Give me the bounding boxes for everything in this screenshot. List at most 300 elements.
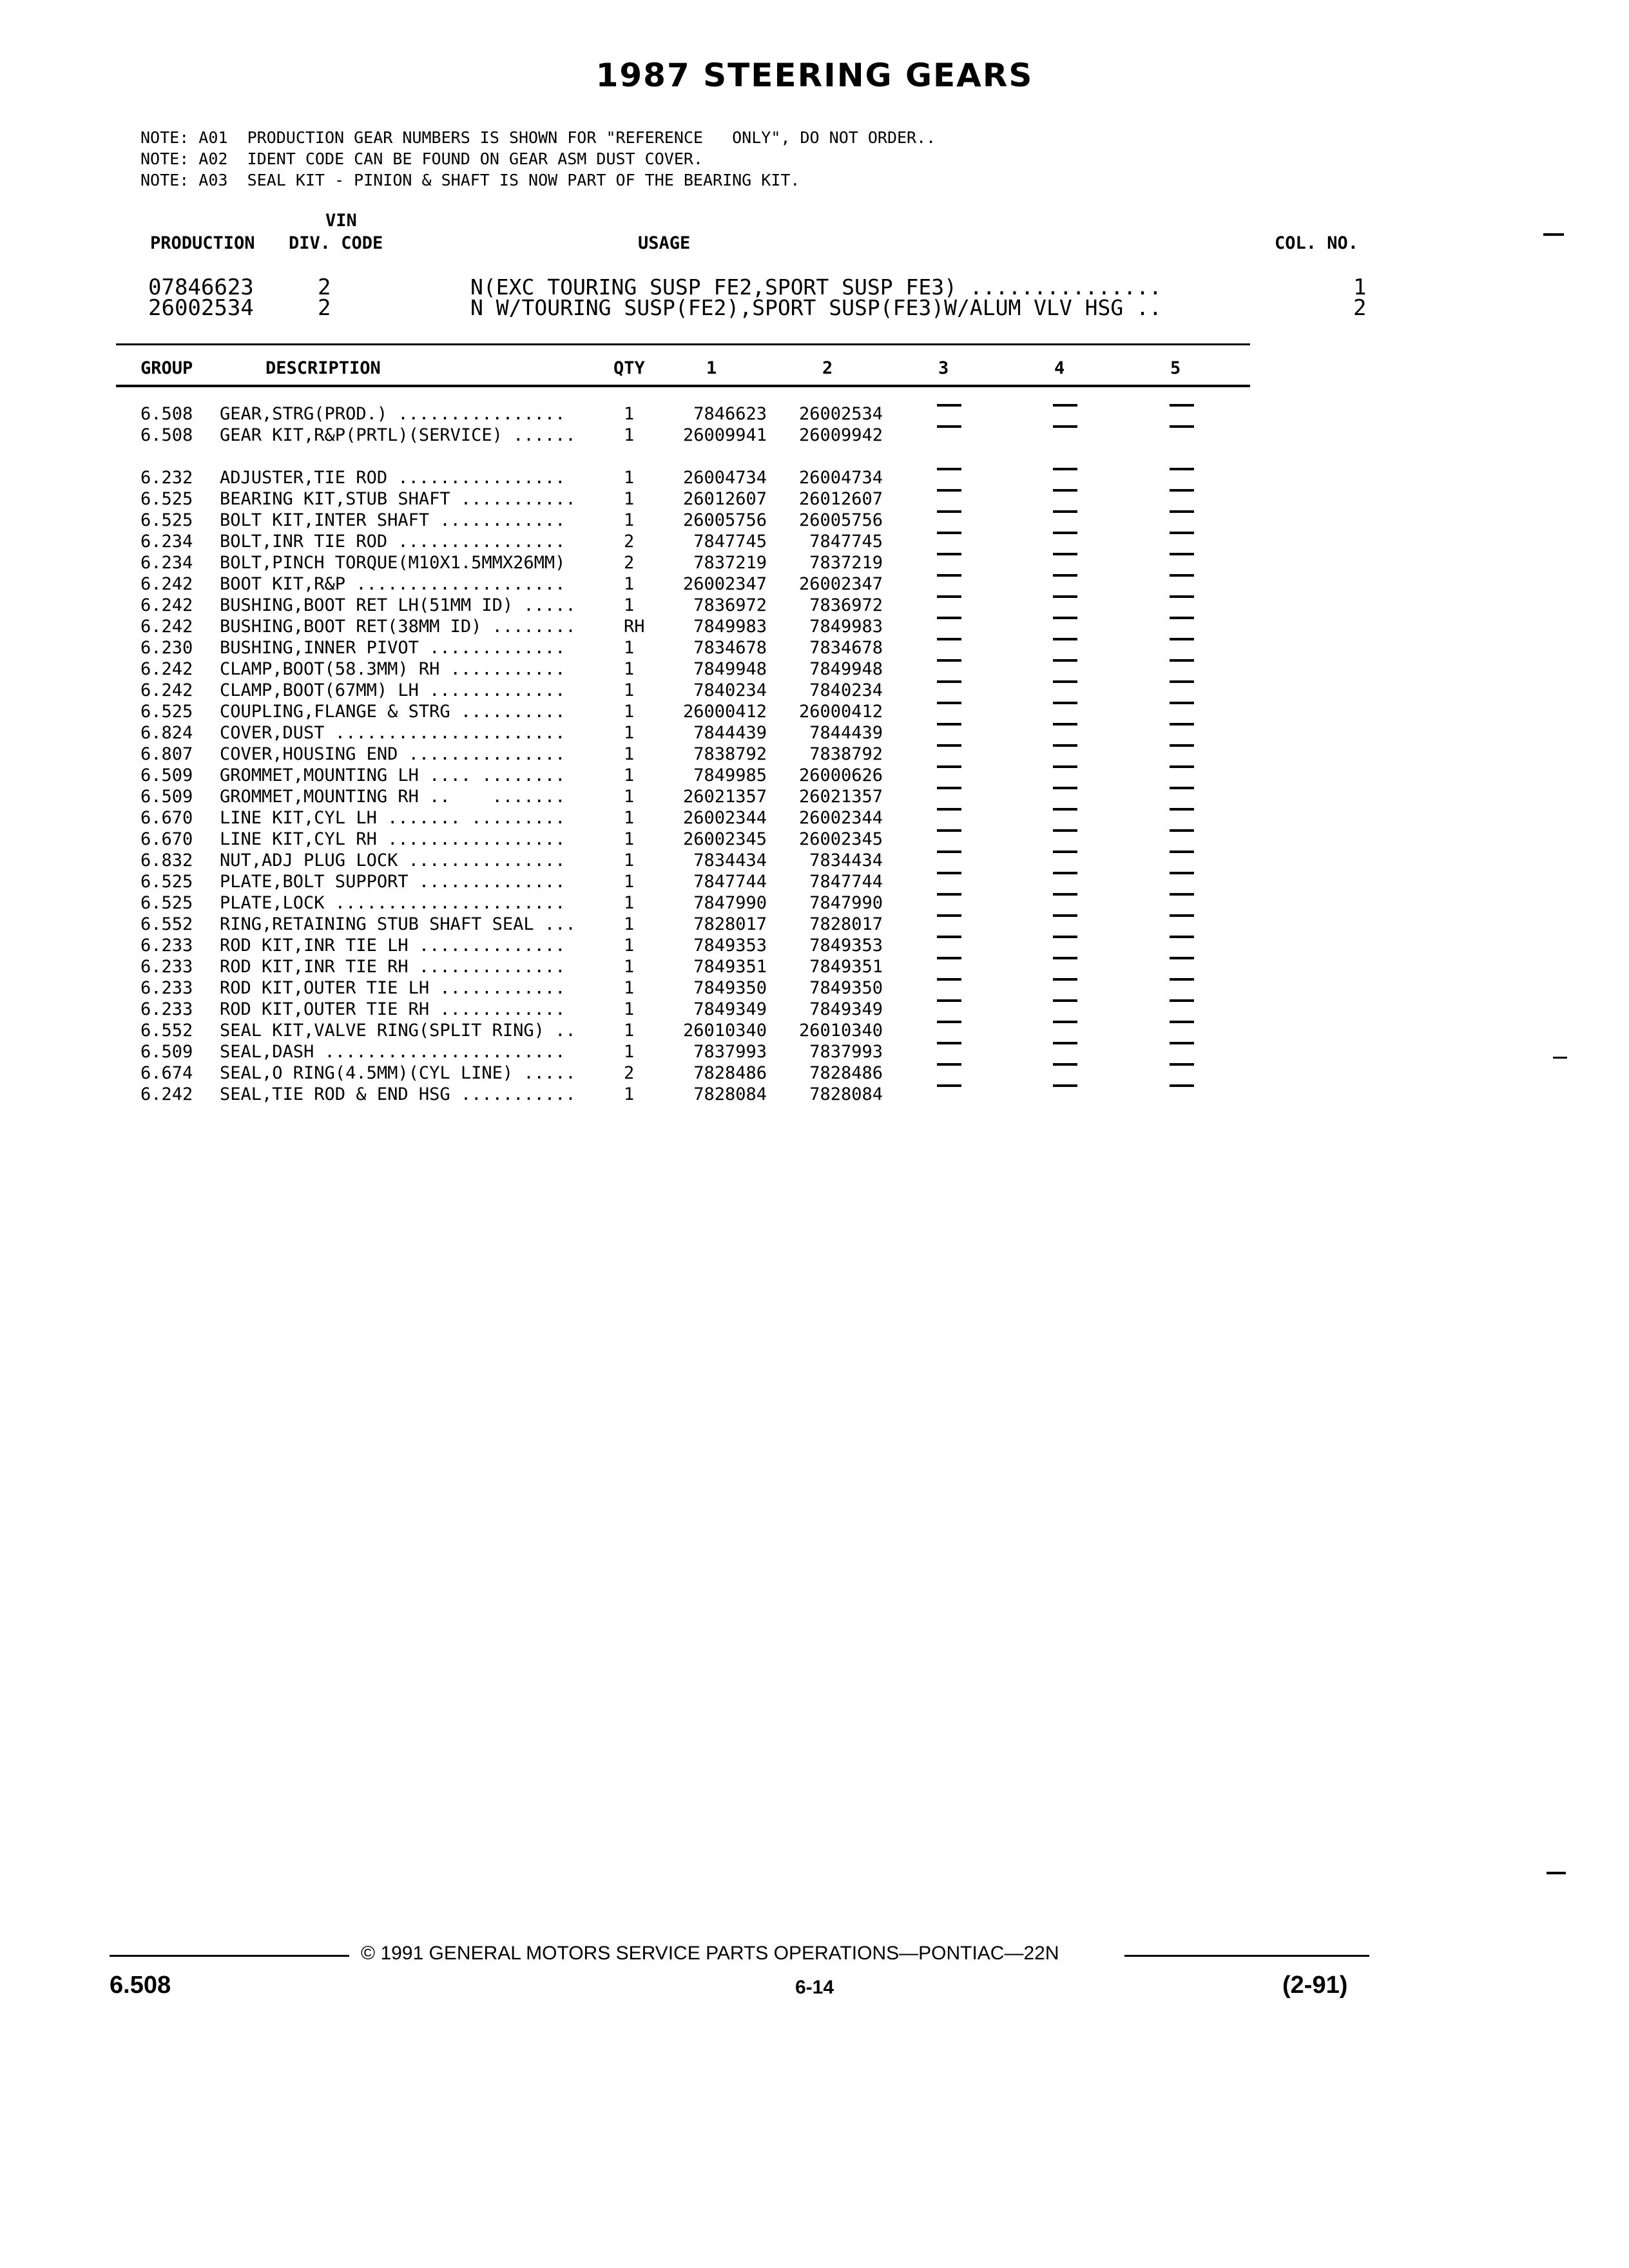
empty-col-5-dash (1170, 468, 1194, 470)
qty-cell: 1 (624, 829, 635, 849)
description-cell: BOLT,INR TIE ROD ................ (220, 532, 566, 552)
empty-col-3-dash (937, 532, 961, 534)
group-cell: 6.242 (140, 680, 193, 700)
table-row (0, 680, 1353, 702)
group-cell: 6.552 (140, 914, 193, 934)
qty-cell: 1 (624, 425, 635, 445)
description-cell: BUSHING,BOOT RET LH(51MM ID) ..... (220, 595, 576, 615)
part-number-col-2: 26004734 (798, 468, 883, 488)
part-number-col-2: 7834434 (809, 850, 883, 870)
description-cell: BOOT KIT,R&P .................... (220, 574, 566, 594)
part-number-col-2: 7849350 (809, 978, 883, 998)
part-number-col-1: 7838792 (693, 744, 767, 764)
description-header: DESCRIPTION (265, 358, 381, 378)
production-header: PRODUCTION (150, 233, 255, 253)
table-row (0, 574, 1353, 595)
qty-cell: 2 (624, 532, 635, 552)
part-number-col-2: 7849353 (809, 936, 883, 956)
qty-cell: 1 (624, 702, 635, 722)
qty-cell: 1 (624, 1021, 635, 1041)
table-row (0, 1084, 1353, 1106)
empty-col-4-dash (1053, 1063, 1077, 1066)
part-number-col-1: 7828017 (693, 914, 767, 934)
qty-cell: 1 (624, 638, 635, 658)
part-number-col-2: 7836972 (809, 595, 883, 615)
empty-col-3-dash (937, 574, 961, 577)
description-cell: GEAR KIT,R&P(PRTL)(SERVICE) ...... (220, 425, 576, 445)
part-number-col-2: 26000626 (798, 765, 883, 785)
description-cell: CLAMP,BOOT(67MM) LH ............. (220, 680, 566, 700)
empty-col-3-dash (937, 850, 961, 853)
empty-col-4-dash (1053, 404, 1077, 407)
group-cell: 6.832 (140, 850, 193, 870)
group-cell: 6.525 (140, 872, 193, 892)
empty-col-3-dash (937, 872, 961, 874)
qty-cell: 1 (624, 680, 635, 700)
part-number-col-2: 7844439 (809, 723, 883, 743)
table-row (0, 808, 1353, 829)
part-number-col-1: 7828084 (693, 1084, 767, 1104)
table-row (0, 978, 1353, 999)
empty-col-3-dash (937, 489, 961, 492)
group-cell: 6.670 (140, 829, 193, 849)
empty-col-5-dash (1170, 936, 1194, 938)
part-number-col-2: 26000412 (798, 702, 883, 722)
table-row (0, 787, 1353, 808)
table-row (0, 404, 1353, 425)
production-number: 26002534 (148, 295, 254, 321)
empty-col-4-dash (1053, 936, 1077, 938)
part-number-col-2: 7849983 (809, 617, 883, 637)
part-number-col-1: 7849349 (693, 999, 767, 1019)
qty-cell: 1 (624, 510, 635, 530)
description-cell: PLATE,LOCK ...................... (220, 893, 566, 913)
part-number-col-1: 26000412 (682, 702, 767, 722)
qty-cell: 1 (624, 978, 635, 998)
empty-col-3-dash (937, 1021, 961, 1023)
part-number-col-2: 26010340 (798, 1021, 883, 1041)
description-cell: COVER,HOUSING END ............... (220, 744, 566, 764)
group-cell: 6.230 (140, 638, 193, 658)
empty-col-5-dash (1170, 702, 1194, 704)
part-number-col-2: 7849948 (809, 659, 883, 679)
empty-col-3-dash (937, 702, 961, 704)
production-col: 1 (1353, 274, 1367, 300)
empty-col-4-dash (1053, 957, 1077, 959)
description-cell: SEAL,TIE ROD & END HSG ........... (220, 1084, 576, 1104)
empty-col-5-dash (1170, 659, 1194, 662)
empty-col-3-dash (937, 553, 961, 555)
footer-date: (2-91) (1282, 1972, 1348, 1999)
notes (140, 127, 936, 191)
description-cell: LINE KIT,CYL LH ....... ......... (220, 808, 566, 828)
group-cell: 6.670 (140, 808, 193, 828)
part-number-col-2: 26005756 (798, 510, 883, 530)
empty-col-5-dash (1170, 1084, 1194, 1087)
empty-col-4-dash (1053, 723, 1077, 726)
empty-col-4-dash (1053, 914, 1077, 917)
part-number-col-2: 7849351 (809, 957, 883, 977)
empty-col-4-dash (1053, 659, 1077, 662)
description-cell: NUT,ADJ PLUG LOCK ............... (220, 850, 566, 870)
qty-cell: 1 (624, 765, 635, 785)
table-row (0, 617, 1353, 638)
qty-cell: 1 (624, 1042, 635, 1062)
table-row (0, 468, 1353, 489)
group-cell: 6.233 (140, 978, 193, 998)
production-div: 2 (318, 295, 331, 321)
empty-col-3-dash (937, 957, 961, 959)
empty-col-3-dash (937, 936, 961, 938)
group-cell: 6.233 (140, 936, 193, 956)
empty-col-4-dash (1053, 680, 1077, 683)
qty-cell: 1 (624, 574, 635, 594)
description-cell: ROD KIT,OUTER TIE RH ............ (220, 999, 566, 1019)
qty-cell: 1 (624, 723, 635, 743)
empty-col-5-dash (1170, 829, 1194, 832)
part-number-col-1: 7847990 (693, 893, 767, 913)
group-cell: 6.509 (140, 787, 193, 807)
production-col: 2 (1353, 295, 1367, 321)
qty-cell: 1 (624, 914, 635, 934)
empty-col-5-dash (1170, 957, 1194, 959)
part-number-col-2: 26012607 (798, 489, 883, 509)
qty-cell: 1 (624, 893, 635, 913)
empty-col-3-dash (937, 808, 961, 811)
table-row (0, 532, 1353, 553)
empty-col-3-dash (937, 638, 961, 640)
part-number-col-1: 7828486 (693, 1063, 767, 1083)
footer-rule (110, 1955, 349, 1957)
description-cell: COUPLING,FLANGE & STRG .......... (220, 702, 566, 722)
empty-col-3-dash (937, 999, 961, 1002)
part-number-col-1: 7840234 (693, 680, 767, 700)
part-number-col-2: 7837219 (809, 553, 883, 573)
part-number-col-2: 7847744 (809, 872, 883, 892)
empty-col-5-dash (1170, 489, 1194, 492)
part-number-col-1: 7837993 (693, 1042, 767, 1062)
empty-col-4-dash (1053, 595, 1077, 598)
part-number-col-1: 26002345 (682, 829, 767, 849)
empty-col-3-dash (937, 468, 961, 470)
part-number-col-1: 26012607 (682, 489, 767, 509)
table-row (0, 829, 1353, 850)
description-cell: ROD KIT,INR TIE LH .............. (220, 936, 566, 956)
part-number-col-1: 7849351 (693, 957, 767, 977)
group-cell: 6.508 (140, 425, 193, 445)
part-number-col-1: 7849948 (693, 659, 767, 679)
footer-page-number: 6-14 (795, 1977, 834, 1998)
empty-col-4-dash (1053, 553, 1077, 555)
group-cell: 6.233 (140, 999, 193, 1019)
scan-mark (1543, 233, 1564, 236)
table-row (0, 723, 1353, 744)
page-title: 1987 STEERING GEARS (595, 57, 1034, 94)
qty-cell: 1 (624, 850, 635, 870)
empty-col-5-dash (1170, 723, 1194, 726)
empty-col-4-dash (1053, 1042, 1077, 1044)
empty-col-4-dash (1053, 510, 1077, 513)
description-cell: BUSHING,INNER PIVOT ............. (220, 638, 566, 658)
group-cell: 6.674 (140, 1063, 193, 1083)
empty-col-4-dash (1053, 850, 1077, 853)
empty-col-4-dash (1053, 893, 1077, 896)
empty-col-4-dash (1053, 425, 1077, 428)
empty-col-3-dash (937, 723, 961, 726)
empty-col-5-dash (1170, 850, 1194, 853)
qty-cell: 1 (624, 489, 635, 509)
usage-header: USAGE (638, 233, 691, 253)
part-number-col-2: 7828486 (809, 1063, 883, 1083)
empty-col-3-dash (937, 1042, 961, 1044)
group-cell: 6.242 (140, 574, 193, 594)
group-cell: 6.234 (140, 553, 193, 573)
empty-col-3-dash (937, 659, 961, 662)
table-row (0, 702, 1353, 723)
empty-col-4-dash (1053, 872, 1077, 874)
col-4-header: 4 (1054, 358, 1065, 378)
qty-cell: 1 (624, 659, 635, 679)
part-number-col-1: 7849983 (693, 617, 767, 637)
div-code-header: DIV. CODE (289, 233, 383, 253)
empty-col-4-dash (1053, 468, 1077, 470)
table-row (0, 936, 1353, 957)
divider (116, 385, 1250, 387)
group-cell: 6.508 (140, 404, 193, 424)
note-a01: NOTE: A01 PRODUCTION GEAR NUMBERS IS SHOWN FOR "REFERENCE ONLY", DO NOT ORDER.. (140, 128, 936, 147)
qty-cell: RH (624, 617, 645, 637)
group-cell: 6.242 (140, 1084, 193, 1104)
empty-col-4-dash (1053, 999, 1077, 1002)
table-row (0, 850, 1353, 872)
col-3-header: 3 (938, 358, 949, 378)
empty-col-3-dash (937, 787, 961, 789)
empty-col-3-dash (937, 1063, 961, 1066)
note-a03: NOTE: A03 SEAL KIT - PINION & SHAFT IS NOW PART OF THE BEARING KIT. (140, 171, 800, 189)
part-number-col-2: 7840234 (809, 680, 883, 700)
qty-cell: 1 (624, 787, 635, 807)
empty-col-4-dash (1053, 489, 1077, 492)
col-2-header: 2 (822, 358, 833, 378)
table-row (0, 1021, 1353, 1042)
empty-col-3-dash (937, 510, 961, 513)
empty-col-5-dash (1170, 978, 1194, 981)
qty-cell: 1 (624, 404, 635, 424)
table-row (0, 489, 1353, 510)
empty-col-4-dash (1053, 787, 1077, 789)
empty-col-3-dash (937, 978, 961, 981)
group-cell: 6.509 (140, 1042, 193, 1062)
col-no-header: COL. NO. (1275, 233, 1359, 253)
group-cell: 6.525 (140, 702, 193, 722)
part-number-col-1: 26004734 (682, 468, 767, 488)
part-number-col-2: 7828084 (809, 1084, 883, 1104)
description-cell: COVER,DUST ...................... (220, 723, 566, 743)
description-cell: GROMMET,MOUNTING LH .... ........ (220, 765, 566, 785)
description-cell: GEAR,STRG(PROD.) ................ (220, 404, 566, 424)
qty-cell: 1 (624, 872, 635, 892)
group-cell: 6.807 (140, 744, 193, 764)
part-number-col-1: 7847745 (693, 532, 767, 552)
description-cell: SEAL,O RING(4.5MM)(CYL LINE) ..... (220, 1063, 576, 1083)
qty-header: QTY (613, 358, 645, 378)
table-row (0, 1063, 1353, 1084)
table-row (0, 510, 1353, 532)
group-cell: 6.234 (140, 532, 193, 552)
empty-col-5-dash (1170, 404, 1194, 407)
group-cell: 6.525 (140, 489, 193, 509)
group-cell: 6.242 (140, 595, 193, 615)
part-number-col-2: 26021357 (798, 787, 883, 807)
table-row (0, 553, 1353, 574)
qty-cell: 1 (624, 957, 635, 977)
table-row (0, 744, 1353, 765)
group-cell: 6.525 (140, 510, 193, 530)
empty-col-5-dash (1170, 787, 1194, 789)
part-number-col-2: 26002344 (798, 808, 883, 828)
part-number-col-1: 7836972 (693, 595, 767, 615)
production-usage: N W/TOURING SUSP(FE2),SPORT SUSP(FE3)W/ALUM VLV HSG .. (470, 295, 1162, 320)
empty-col-5-dash (1170, 532, 1194, 534)
qty-cell: 1 (624, 744, 635, 764)
note-a02: NOTE: A02 IDENT CODE CAN BE FOUND ON GEAR ASM DUST COVER. (140, 149, 703, 168)
footer-copyright: © 1991 GENERAL MOTORS SERVICE PARTS OPERATIONS—PONTIAC—22N (361, 1943, 1059, 1964)
description-cell: SEAL KIT,VALVE RING(SPLIT RING) .. (220, 1021, 576, 1041)
empty-col-5-dash (1170, 999, 1194, 1002)
empty-col-5-dash (1170, 510, 1194, 513)
empty-col-5-dash (1170, 680, 1194, 683)
part-number-col-1: 7847744 (693, 872, 767, 892)
group-cell: 6.824 (140, 723, 193, 743)
part-number-col-2: 7838792 (809, 744, 883, 764)
empty-col-4-dash (1053, 702, 1077, 704)
empty-col-5-dash (1170, 914, 1194, 917)
empty-col-5-dash (1170, 765, 1194, 768)
part-number-col-1: 7849353 (693, 936, 767, 956)
description-cell: BEARING KIT,STUB SHAFT ........... (220, 489, 576, 509)
empty-col-3-dash (937, 680, 961, 683)
part-number-col-2: 26002345 (798, 829, 883, 849)
qty-cell: 2 (624, 553, 635, 573)
empty-col-4-dash (1053, 765, 1077, 768)
divider (116, 343, 1250, 345)
empty-col-3-dash (937, 765, 961, 768)
qty-cell: 1 (624, 468, 635, 488)
part-number-col-1: 26002347 (682, 574, 767, 594)
production-usage: N(EXC TOURING SUSP FE2,SPORT SUSP FE3) ............... (470, 274, 1162, 300)
empty-col-4-dash (1053, 574, 1077, 577)
group-cell: 6.242 (140, 617, 193, 637)
description-cell: BOLT KIT,INTER SHAFT ............ (220, 510, 566, 530)
empty-col-4-dash (1053, 638, 1077, 640)
empty-col-3-dash (937, 425, 961, 428)
part-number-col-1: 7849985 (693, 765, 767, 785)
description-cell: RING,RETAINING STUB SHAFT SEAL ... (220, 914, 576, 934)
part-number-col-2: 26002347 (798, 574, 883, 594)
description-cell: BOLT,PINCH TORQUE(M10X1.5MMX26MM) (220, 553, 566, 573)
part-number-col-2: 7828017 (809, 914, 883, 934)
group-cell: 6.233 (140, 957, 193, 977)
group-header: GROUP (140, 358, 193, 378)
description-cell: CLAMP,BOOT(58.3MM) RH ........... (220, 659, 566, 679)
scan-mark (1547, 1872, 1566, 1874)
empty-col-3-dash (937, 893, 961, 896)
table-row (0, 914, 1353, 936)
part-number-col-2: 7847745 (809, 532, 883, 552)
table-row (0, 1042, 1353, 1063)
group-cell: 6.525 (140, 893, 193, 913)
description-cell: ROD KIT,OUTER TIE LH ............ (220, 978, 566, 998)
part-number-col-2: 26002534 (798, 404, 883, 424)
group-cell: 6.242 (140, 659, 193, 679)
part-number-col-1: 26005756 (682, 510, 767, 530)
part-number-col-1: 7844439 (693, 723, 767, 743)
part-number-col-1: 7837219 (693, 553, 767, 573)
description-cell: ROD KIT,INR TIE RH .............. (220, 957, 566, 977)
vin-header: VIN (325, 211, 357, 231)
empty-col-5-dash (1170, 595, 1194, 598)
table-row (0, 638, 1353, 659)
part-number-col-1: 7849350 (693, 978, 767, 998)
table-row (0, 893, 1353, 914)
empty-col-4-dash (1053, 829, 1077, 832)
table-row (0, 999, 1353, 1021)
table-row (0, 659, 1353, 680)
part-number-col-1: 26021357 (682, 787, 767, 807)
part-number-col-1: 7834678 (693, 638, 767, 658)
empty-col-5-dash (1170, 617, 1194, 619)
empty-col-5-dash (1170, 808, 1194, 811)
empty-col-3-dash (937, 1084, 961, 1087)
table-row (0, 425, 1353, 447)
empty-col-4-dash (1053, 1021, 1077, 1023)
empty-col-4-dash (1053, 808, 1077, 811)
description-cell: LINE KIT,CYL RH ................. (220, 829, 566, 849)
empty-col-3-dash (937, 744, 961, 747)
part-number-col-2: 7837993 (809, 1042, 883, 1062)
empty-col-3-dash (937, 617, 961, 619)
part-number-col-2: 7847990 (809, 893, 883, 913)
part-number-col-1: 7834434 (693, 850, 767, 870)
qty-cell: 1 (624, 999, 635, 1019)
description-cell: ADJUSTER,TIE ROD ................ (220, 468, 566, 488)
table-row (0, 765, 1353, 787)
empty-col-3-dash (937, 404, 961, 407)
empty-col-5-dash (1170, 1063, 1194, 1066)
table-row (0, 872, 1353, 893)
description-cell: BUSHING,BOOT RET(38MM ID) ........ (220, 617, 576, 637)
part-number-col-1: 7846623 (693, 404, 767, 424)
qty-cell: 1 (624, 936, 635, 956)
table-row (0, 957, 1353, 978)
description-cell: PLATE,BOLT SUPPORT .............. (220, 872, 566, 892)
empty-col-5-dash (1170, 1042, 1194, 1044)
qty-cell: 1 (624, 595, 635, 615)
description-cell: SEAL,DASH ....................... (220, 1042, 566, 1062)
empty-col-3-dash (937, 914, 961, 917)
empty-col-3-dash (937, 595, 961, 598)
empty-col-5-dash (1170, 872, 1194, 874)
empty-col-4-dash (1053, 978, 1077, 981)
part-number-col-1: 26009941 (682, 425, 767, 445)
production-number: 07846623 (148, 274, 254, 300)
part-number-col-1: 26002344 (682, 808, 767, 828)
col-5-header: 5 (1170, 358, 1181, 378)
empty-col-5-dash (1170, 744, 1194, 747)
empty-col-4-dash (1053, 1084, 1077, 1087)
part-number-col-2: 7834678 (809, 638, 883, 658)
description-cell: GROMMET,MOUNTING RH .. ....... (220, 787, 566, 807)
